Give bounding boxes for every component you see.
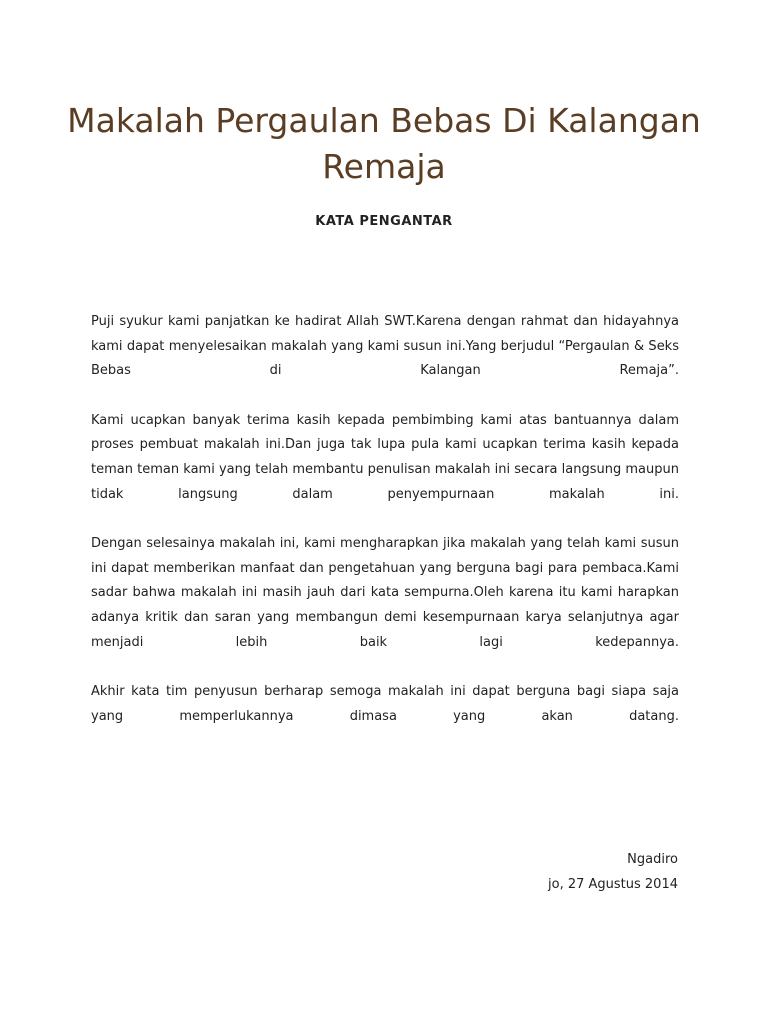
signature-line-1: Ngadiro (627, 852, 678, 867)
signature-line-2: jo, 27 Agustus 2014 (548, 876, 678, 892)
paragraph: Puji syukur kami panjatkan ke hadirat Allah SWT.Karena dengan rahmat dan hidayahnya kami dapat menyelesaikan makalah yang kami susun ini.Yang berjudul “Pergaulan & Seks Bebas di Kalangan Remaja”. (91, 314, 679, 379)
paragraph: Akhir kata tim penyusun berharap semoga makalah ini dapat berguna bagi siapa saja yang memperlukannya dimasa yang akan datang. (91, 684, 679, 724)
paragraph: Dengan selesainya makalah ini, kami mengharapkan jika makalah yang telah kami susun ini dapat memberikan manfaat dan pengetahuan yang berguna bagi para pembaca.Kami sadar bahwa makalah ini masih jauh dari kata sempurna.Oleh karena itu kami harapkan adanya kritik dan saran yang membangun demi kesempurnaan karya selanjutnya agar menjadi lebih baik lagi kedepannya. (91, 536, 679, 650)
document-title: Makalah Pergaulan Bebas Di Kalangan Remaja (67, 101, 701, 186)
section-heading: KATA PENGANTAR (315, 214, 453, 229)
body-text (91, 310, 679, 754)
paragraph: Kami ucapkan banyak terima kasih kepada pembimbing kami atas bantuannya dalam proses pembuat makalah ini.Dan juga tak lupa pula kami ucapkan terima kasih kepada teman teman kami yang telah membantu penulisan makalah ini secara langsung maupun tidak langsung dalam penyempurnaan makalah ini. (91, 412, 679, 502)
signature-block (420, 848, 678, 897)
